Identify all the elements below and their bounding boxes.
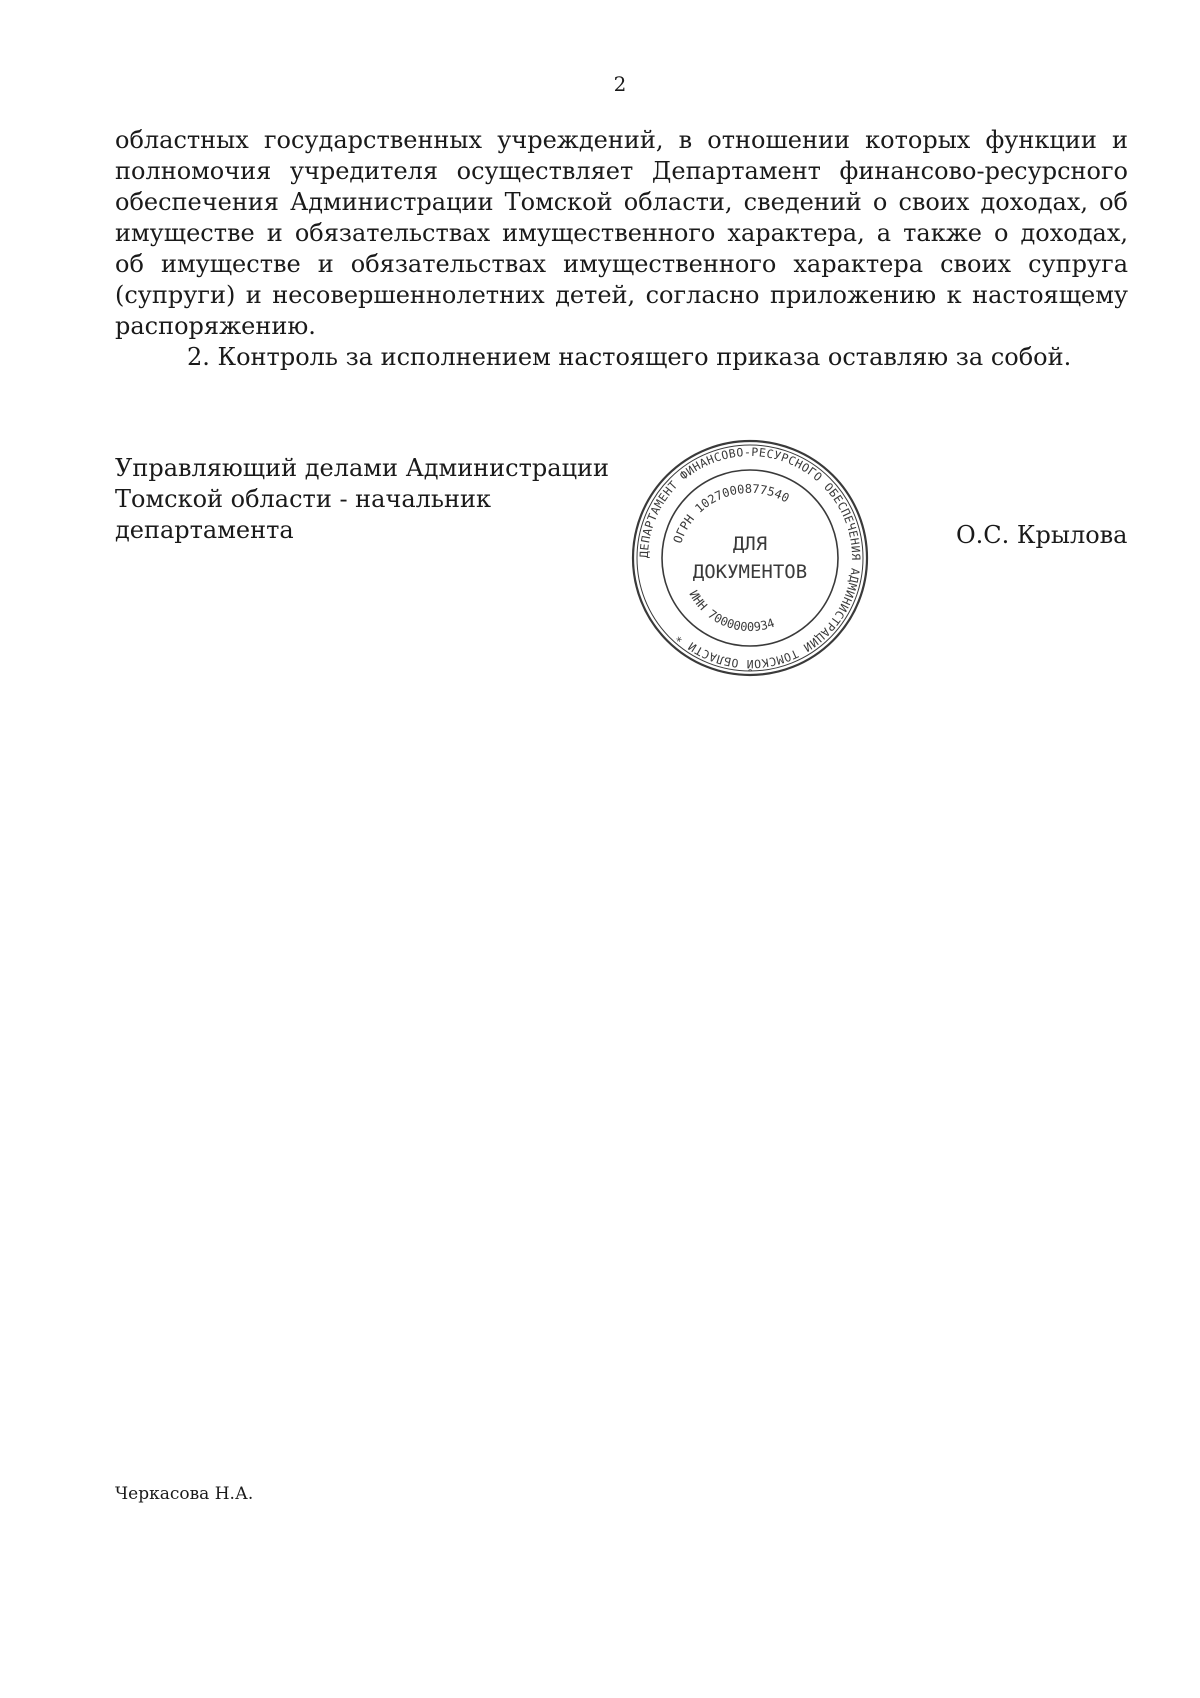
seal-outer-ring-text: ДЕПАРТАМЕНТ ФИНАНСОВО-РЕСУРСНОГО ОБЕСПЕЧЕНИЯ АДМИНИСТРАЦИИ ТОМСКОЙ ОБЛАСТИ * [636,444,864,672]
signer-name: О.С. Крылова [956,521,1128,549]
position-line-3: департамента [115,516,294,544]
seal-center-line-2: ДОКУМЕНТОВ [692,561,808,583]
seal-graphic [628,436,872,680]
seal-center-line-1: ДЛЯ [732,533,768,555]
page-number: 2 [613,72,627,96]
document-body [115,125,1128,373]
body-paragraph-2: 2. Контроль за исполнением настоящего приказа оставляю за собой. [187,343,1072,371]
seal-ogrn-text: ОГРН 1027000877540 [670,481,792,546]
official-seal [628,436,872,680]
executor-name: Черкасова Н.А. [115,1484,254,1504]
seal-inn-text: ИНН 7000000934 [686,587,777,635]
position-line-2: Томской области - начальник [115,485,491,513]
position-line-1: Управляющий делами Администрации [115,454,609,482]
signatory-position [115,453,635,546]
body-paragraph-1: областных государственных учреждений, в отношении которых функции и полномочия учредителя осуществляет Департамент финансово-ресурсного обеспечения Администрации Томской области, сведений о своих доходах, об имуществе и обязательствах имущественного характера, а также о доходах, об имуществе и обязательствах имущественного характера своих супруга (супруги) и несовершеннолетних детей, согласно приложению к настоящему распоряжению. [115,126,1128,340]
